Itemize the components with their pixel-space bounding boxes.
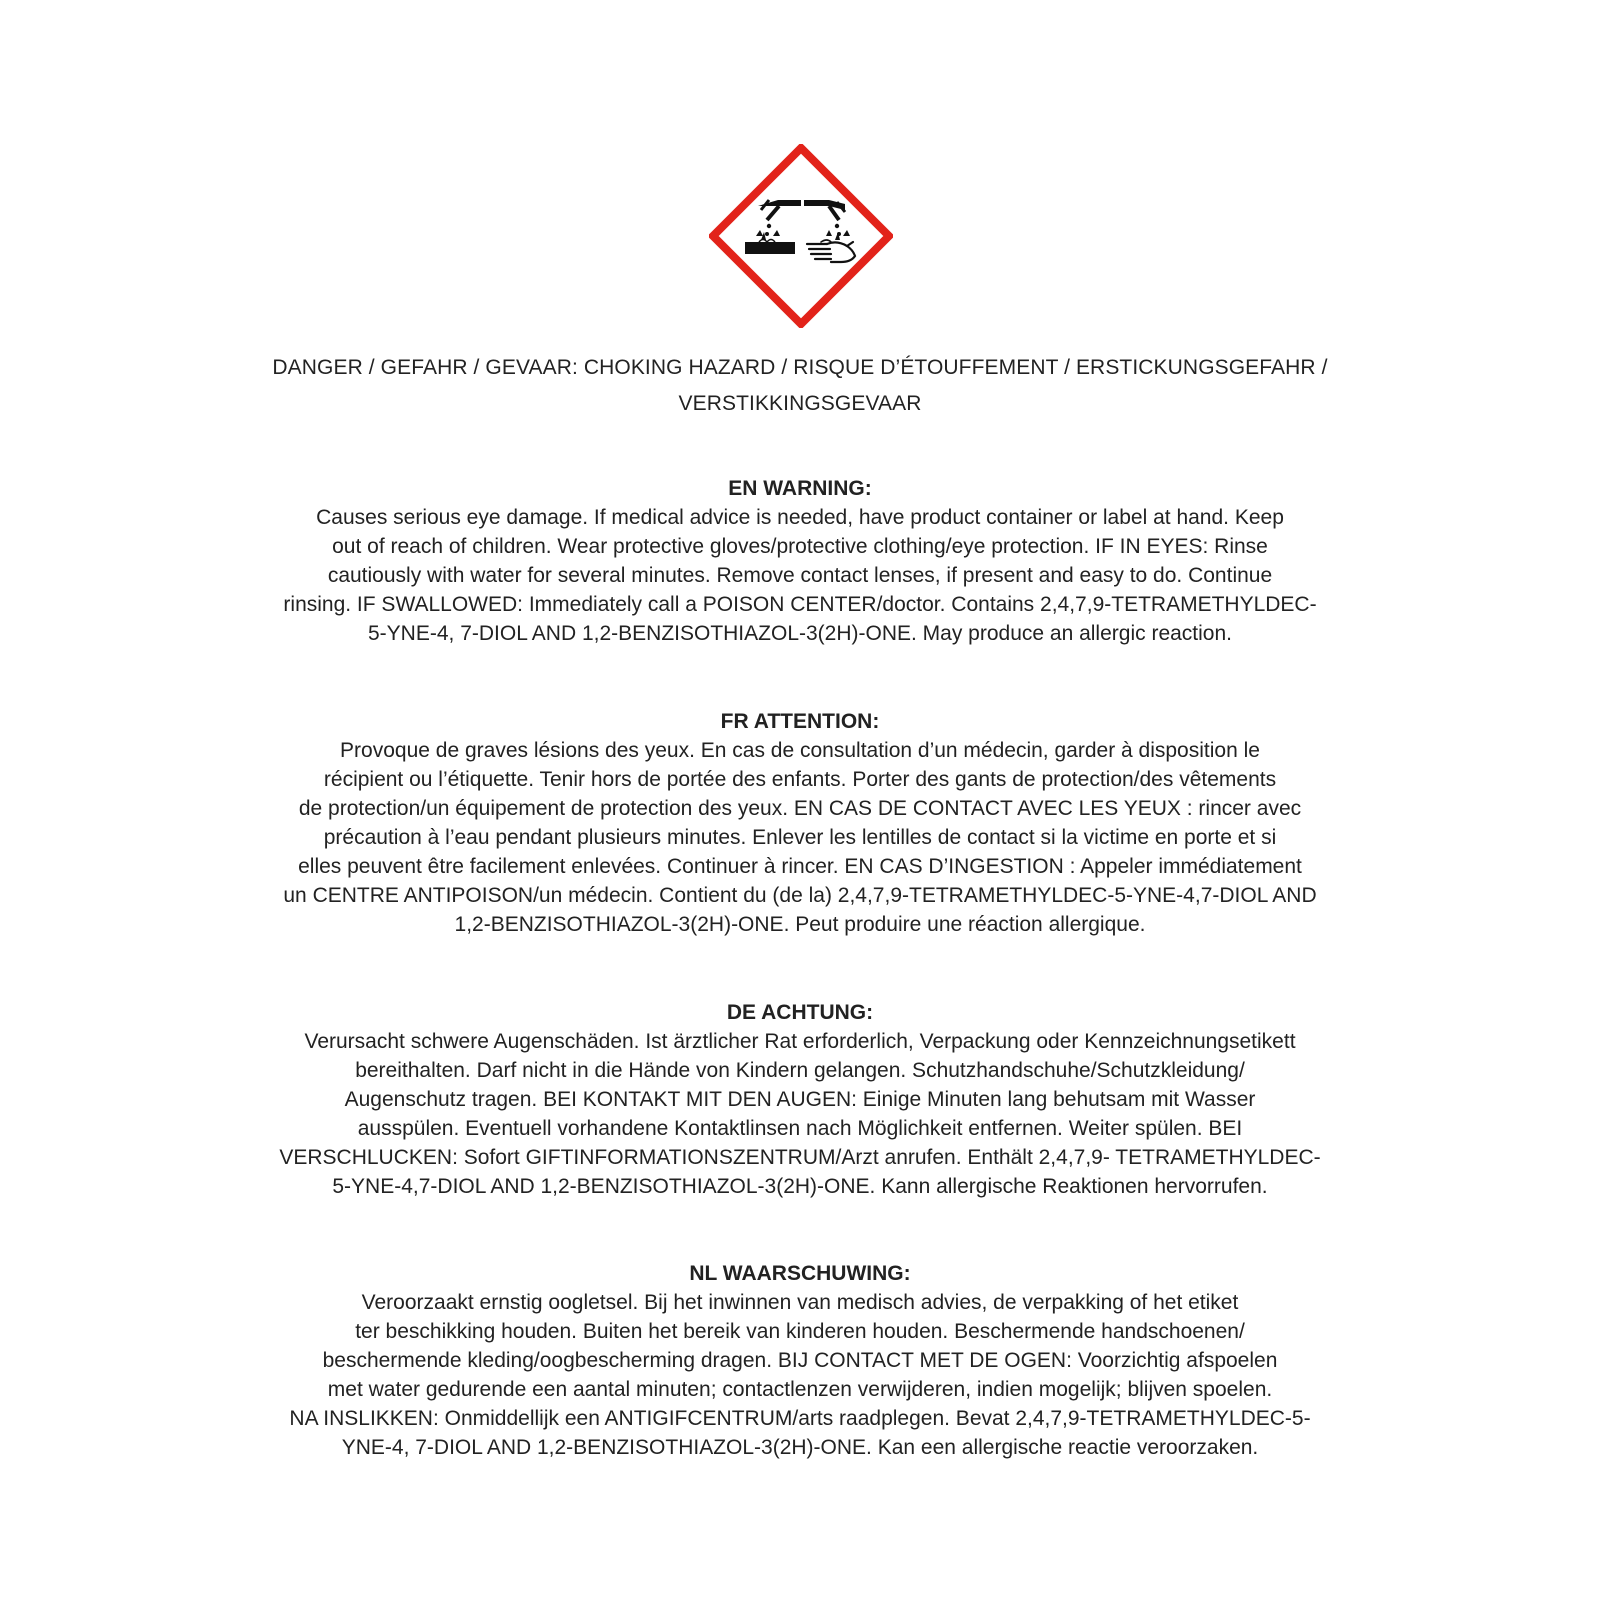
section-heading-de: DE ACHTUNG:: [726, 1001, 874, 1024]
section-fr-attention: [225, 707, 1375, 939]
body-line: rinsing. IF SWALLOWED: Immediately call a POISON CENTER/doctor. Contains 2,4,7,9-TETRAMETHYLDEC-: [283, 593, 1317, 616]
body-line: récipient ou l’étiquette. Tenir hors de portée des enfants. Porter des gants de protection/des vêtements: [323, 768, 1277, 791]
body-line: 5-YNE-4, 7-DIOL AND 1,2-BENZISOTHIAZOL-3(2H)-ONE. May produce an allergic reaction.: [368, 622, 1232, 645]
section-body-fr: [225, 736, 1375, 939]
section-nl-waarschuwing: [225, 1259, 1375, 1462]
danger-line-1: DANGER / GEFAHR / GEVAAR: CHOKING HAZARD / RISQUE D’ÉTOUFFEMENT / ERSTICKUNGSGEFAHR /: [272, 356, 1328, 379]
pictogram-diamond-border: [713, 148, 889, 324]
body-line: 5-YNE-4,7-DIOL AND 1,2-BENZISOTHIAZOL-3(2H)-ONE. Kann allergische Reaktionen hervorrufen.: [332, 1175, 1268, 1198]
body-line: un CENTRE ANTIPOISON/un médecin. Contient du (de la) 2,4,7,9-TETRAMETHYLDEC-5-YNE-4,7-DIOL AND: [283, 884, 1317, 907]
danger-line-2: VERSTIKKINGSGEVAAR: [678, 392, 922, 415]
body-line: cautiously with water for several minutes. Remove contact lenses, if present and easy to do. Continue: [327, 564, 1273, 587]
body-line: Verursacht schwere Augenschäden. Ist ärztlicher Rat erforderlich, Verpackung oder Kennzeichnungsetikett: [304, 1030, 1296, 1053]
body-line: ausspülen. Eventuell vorhandene Kontaktlinsen nach Möglichkeit entfernen. Weiter spülen. BEI: [357, 1117, 1243, 1140]
section-body-de: [225, 1027, 1375, 1201]
body-line: VERSCHLUCKEN: Sofort GIFTINFORMATIONSZENTRUM/Arzt anrufen. Enthält 2,4,7,9- TETRAMETHYLDEC-: [279, 1146, 1321, 1169]
body-line: Provoque de graves lésions des yeux. En cas de consultation d’un médecin, garder à disposition le: [340, 739, 1260, 762]
body-line: ter beschikking houden. Buiten het bereik van kinderen houden. Beschermende handschoenen/: [355, 1320, 1245, 1343]
section-de-achtung: [225, 998, 1375, 1201]
body-line: Causes serious eye damage. If medical advice is needed, have product container or label at hand. Keep: [316, 506, 1284, 529]
section-en-warning: [225, 474, 1375, 648]
section-body-nl: [225, 1288, 1375, 1462]
body-line: NA INSLIKKEN: Onmiddellijk een ANTIGIFCENTRUM/arts raadplegen. Bevat 2,4,7,9-TETRAMETHYLDEC-5-: [289, 1407, 1311, 1430]
body-line: bereithalten. Darf nicht in die Hände von Kindern gelangen. Schutzhandschuhe/Schutzkleidung/: [355, 1059, 1245, 1082]
body-line: de protection/un équipement de protection des yeux. EN CAS DE CONTACT AVEC LES YEUX : rincer avec: [298, 797, 1302, 820]
body-line: elles peuvent être facilement enlevées. Continuer à rincer. EN CAS D’INGESTION : Appeler immédiatement: [298, 855, 1302, 878]
body-line: beschermende kleding/oogbescherming dragen. BIJ CONTACT MET DE OGEN: Voorzichtig afspoelen: [322, 1349, 1278, 1372]
body-line: précaution à l’eau pendant plusieurs minutes. Enlever les lentilles de contact si la victime en porte et si: [323, 826, 1277, 849]
body-line: Veroorzaakt ernstig oogletsel. Bij het inwinnen van medisch advies, de verpakking of het etiket: [361, 1291, 1239, 1314]
section-heading-nl: NL WAARSCHUWING:: [689, 1262, 911, 1285]
body-line: met water gedurende een aantal minuten; contactlenzen verwijderen, indien mogelijk; blijven spoelen.: [327, 1378, 1273, 1401]
section-heading-fr: FR ATTENTION:: [720, 710, 880, 733]
section-heading-en: EN WARNING:: [728, 477, 872, 500]
body-line: out of reach of children. Wear protective gloves/protective clothing/eye protection. IF IN EYES: Rinse: [332, 535, 1268, 558]
ghs-corrosion-pictogram: [709, 144, 893, 328]
section-body-en: [225, 503, 1375, 648]
danger-statement: [200, 350, 1400, 422]
body-line: 1,2-BENZISOTHIAZOL-3(2H)-ONE. Peut produire une réaction allergique.: [454, 913, 1146, 936]
body-line: YNE-4, 7-DIOL AND 1,2-BENZISOTHIAZOL-3(2H)-ONE. Kan een allergische reactie veroorzaken.: [341, 1436, 1259, 1459]
ghs05-corrosion-icon: [709, 144, 893, 328]
body-line: Augenschutz tragen. BEI KONTAKT MIT DEN AUGEN: Einige Minuten lang behutsam mit Wasser: [344, 1088, 1256, 1111]
